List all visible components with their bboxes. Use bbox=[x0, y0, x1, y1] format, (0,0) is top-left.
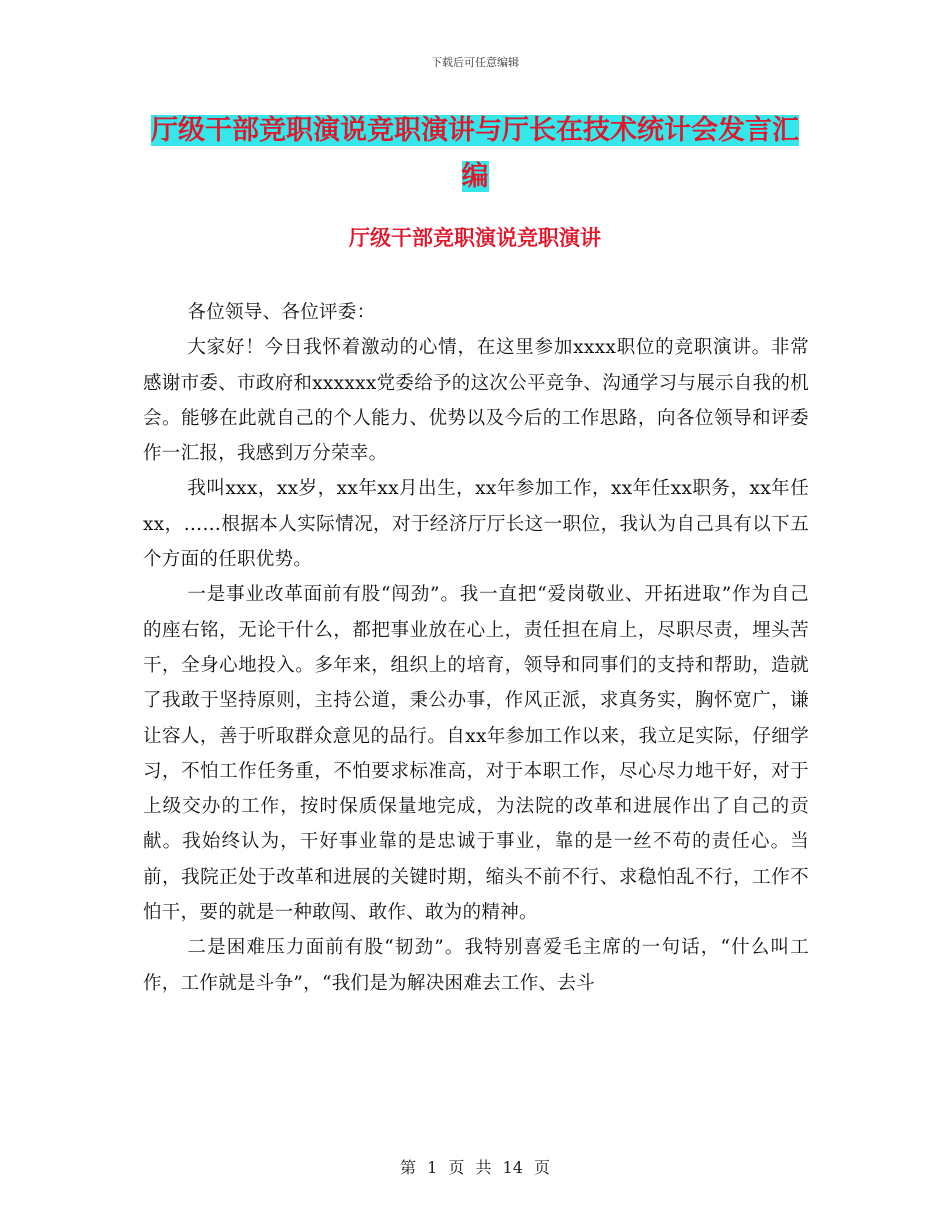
document-title-text: 厅级干部竞职演说竞职演讲与厅长在技术统计会发言汇编 bbox=[151, 115, 799, 192]
paragraph: 一是事业改革面前有股“闯劲”。我一直把“爱岗敬业、开拓进取”作为自己的座右铭，无论干什么，都把事业放在心上，责任担在肩上，尽职尽责，埋头苦干，全身心地投入。多年来，组织上的培育，领导和同事们的支持和帮助，造就了我敢于坚持原则，主持公道，秉公办事，作风正派，求真务实，胸怀宽广，谦让容人，善于听取群众意见的品行。自xx年参加工作以来，我立足实际，仔细学习，不怕工作任务重，不怕要求标准高，对于本职工作，尽心尽力地干好，对于上级交办的工作，按时保质保量地完成，为法院的改革和进展作出了自己的贡献。我始终认为，干好事业靠的是忠诚于事业，靠的是一丝不苟的责任心。当前，我院正处于改革和进展的关键时期，缩头不前不行、求稳怕乱不行，工作不怕干，要的就是一种敢闯、敢作、敢为的精神。 bbox=[143, 584, 809, 924]
paragraph: 各位领导、各位评委： bbox=[187, 302, 376, 323]
section-title: 厅级干部竞职演说竞职演讲 bbox=[349, 226, 601, 250]
header-note: 下载后可任意编辑 bbox=[431, 56, 519, 69]
paragraph: 二是困难压力面前有股“韧劲”。我特别喜爱毛主席的一句话，“什么叫工作，工作就是斗争”，“我们是为解决困难去工作、去斗 bbox=[143, 937, 809, 994]
page-footer: 第 1 页 共 14 页 bbox=[400, 1158, 550, 1177]
paragraph: 大家好！今日我怀着激动的心情，在这里参加xxxx职位的竞职演讲。非常感谢市委、市政府和xxxxxx党委给予的这次公平竞争、沟通学习与展示自我的机会。能够在此就自己的个人能力、优势以及今后的工作思路，向各位领导和评委作一汇报，我感到万分荣幸。 bbox=[143, 337, 810, 465]
document-title bbox=[140, 108, 810, 200]
paragraph: 我叫xxx，xx岁，xx年xx月出生，xx年参加工作，xx年任xx职务，xx年任xx，……根据本人实际情况，对于经济厅厅长这一职位，我认为自己具有以下五个方面的任职优势。 bbox=[143, 478, 809, 571]
body-text bbox=[143, 295, 809, 1001]
